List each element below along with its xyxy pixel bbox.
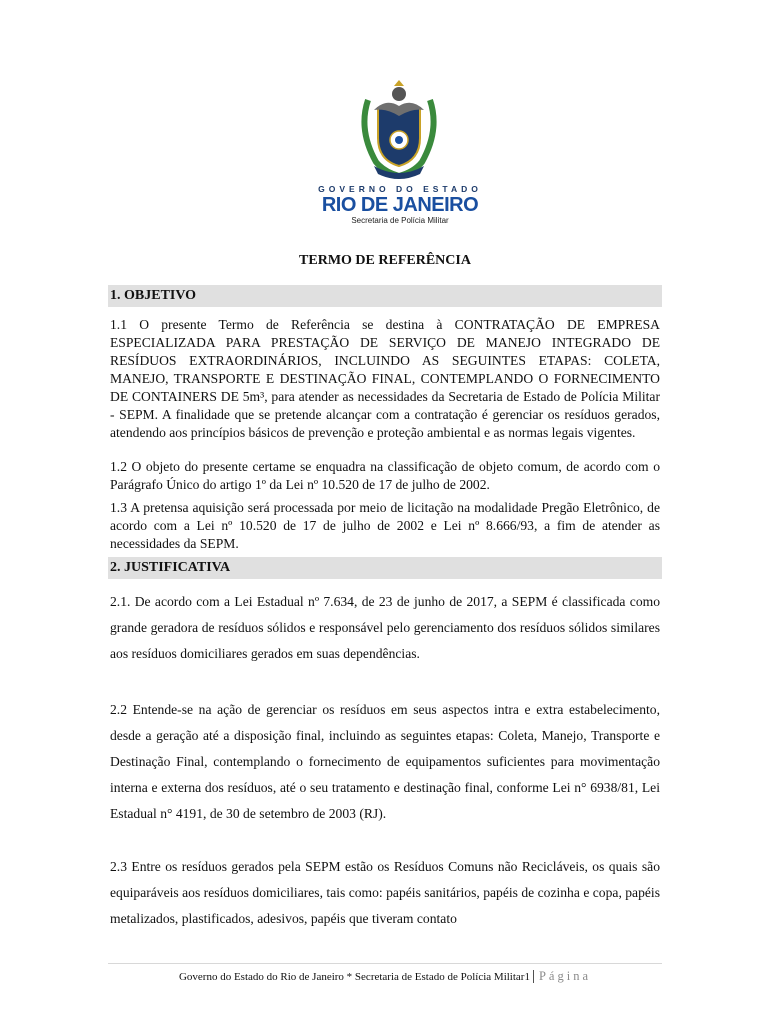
page-number: 1 <box>524 971 530 983</box>
section-heading-justificativa: 2. JUSTIFICATIVA <box>108 557 662 579</box>
paragraph-1-3: 1.3 A pretensa aquisição será processada por meio de licitação na modalidade Pregão Eletrônico, de acordo com a Lei nº 10.520 de 17 de julho de 2002 e Lei nº 8.666/93, a fim de atender as necessidades da SEPM. <box>110 500 660 551</box>
page-label: Página <box>538 969 592 983</box>
state-name-logo: RIO DE JANEIRO <box>321 194 479 216</box>
page-footer <box>0 968 770 985</box>
footer-text: Governo do Estado do Rio de Janeiro * Secretaria de Estado de Polícia Militar <box>178 971 525 983</box>
paragraph-2-3: 2.3 Entre os resíduos gerados pela SEPM estão os Resíduos Comuns não Recicláveis, os quais são equiparáveis aos resíduos domiciliares, tais como: papéis sanitários, papéis de cozinha e copa, papéis metalizados, plastificados, adesivos, papéis que tiveram contato <box>110 859 660 926</box>
paragraph-2-1: 2.1. De acordo com a Lei Estadual nº 7.634, de 23 de junho de 2017, a SEPM é classificada como grande geradora de resíduos sólidos e responsável pelo gerenciamento dos resíduos sólidos similares aos resíduos domiciliares gerados em suas dependências. <box>110 594 660 661</box>
paragraph-2-2: 2.2 Entende-se na ação de gerenciar os resíduos em seus aspectos intra e extra estabelecimento, desde a geração até a disposição final, incluindo as seguintes etapas: Coleta, Manejo, Transporte e Destinação Final, contemplando o fornecimento de equipamentos suficientes para movimentação interna e externa dos resíduos, até o seu tratamento e destinação final, conforme Lei n° 6938/81, Lei Estadual n° 4191, de 30 de setembro de 2003 (RJ). <box>110 702 660 821</box>
section-heading-objetivo: 1. OBJETIVO <box>108 285 662 307</box>
paragraph-1-1: 1.1 O presente Termo de Referência se destina à CONTRATAÇÃO DE EMPRESA ESPECIALIZADA PARA PRESTAÇÃO DE SERVIÇO DE MANEJO INTEGRADO DE RESÍDUOS EXTRAORDINÁRIOS, INCLUINDO AS SEGUINTES ETAPAS: COLETA, MANEJO, TRANSPORTE E DESTINAÇÃO FINAL, CONTEMPLANDO O FORNECIMENTO DE CONTAINERS DE 5m³, para atender as necessidades da Secretaria de Estado de Polícia Militar - SEPM. A finalidade que se pretende alcançar com a contratação é gerenciar os resíduos gerados, atendendo aos princípios básicos de prevenção e proteção ambiental e as normas legais vigentes. <box>110 317 660 440</box>
secretariat-name: Secretaria de Polícia Militar <box>351 216 449 225</box>
paragraph-1-2: 1.2 O objeto do presente certame se enquadra na classificação de objeto comum, de acordo com o Parágrafo Único do artigo 1º da Lei nº 10.520 de 17 de julho de 2002. <box>110 459 660 492</box>
footer-divider <box>108 963 662 964</box>
coat-of-arms-icon <box>354 80 444 180</box>
government-line: GOVERNO DO ESTADO <box>318 184 482 194</box>
header-logo <box>300 80 500 230</box>
footer-separator: | <box>531 968 535 984</box>
document-title: TERMO DE REFERÊNCIA <box>299 253 471 268</box>
